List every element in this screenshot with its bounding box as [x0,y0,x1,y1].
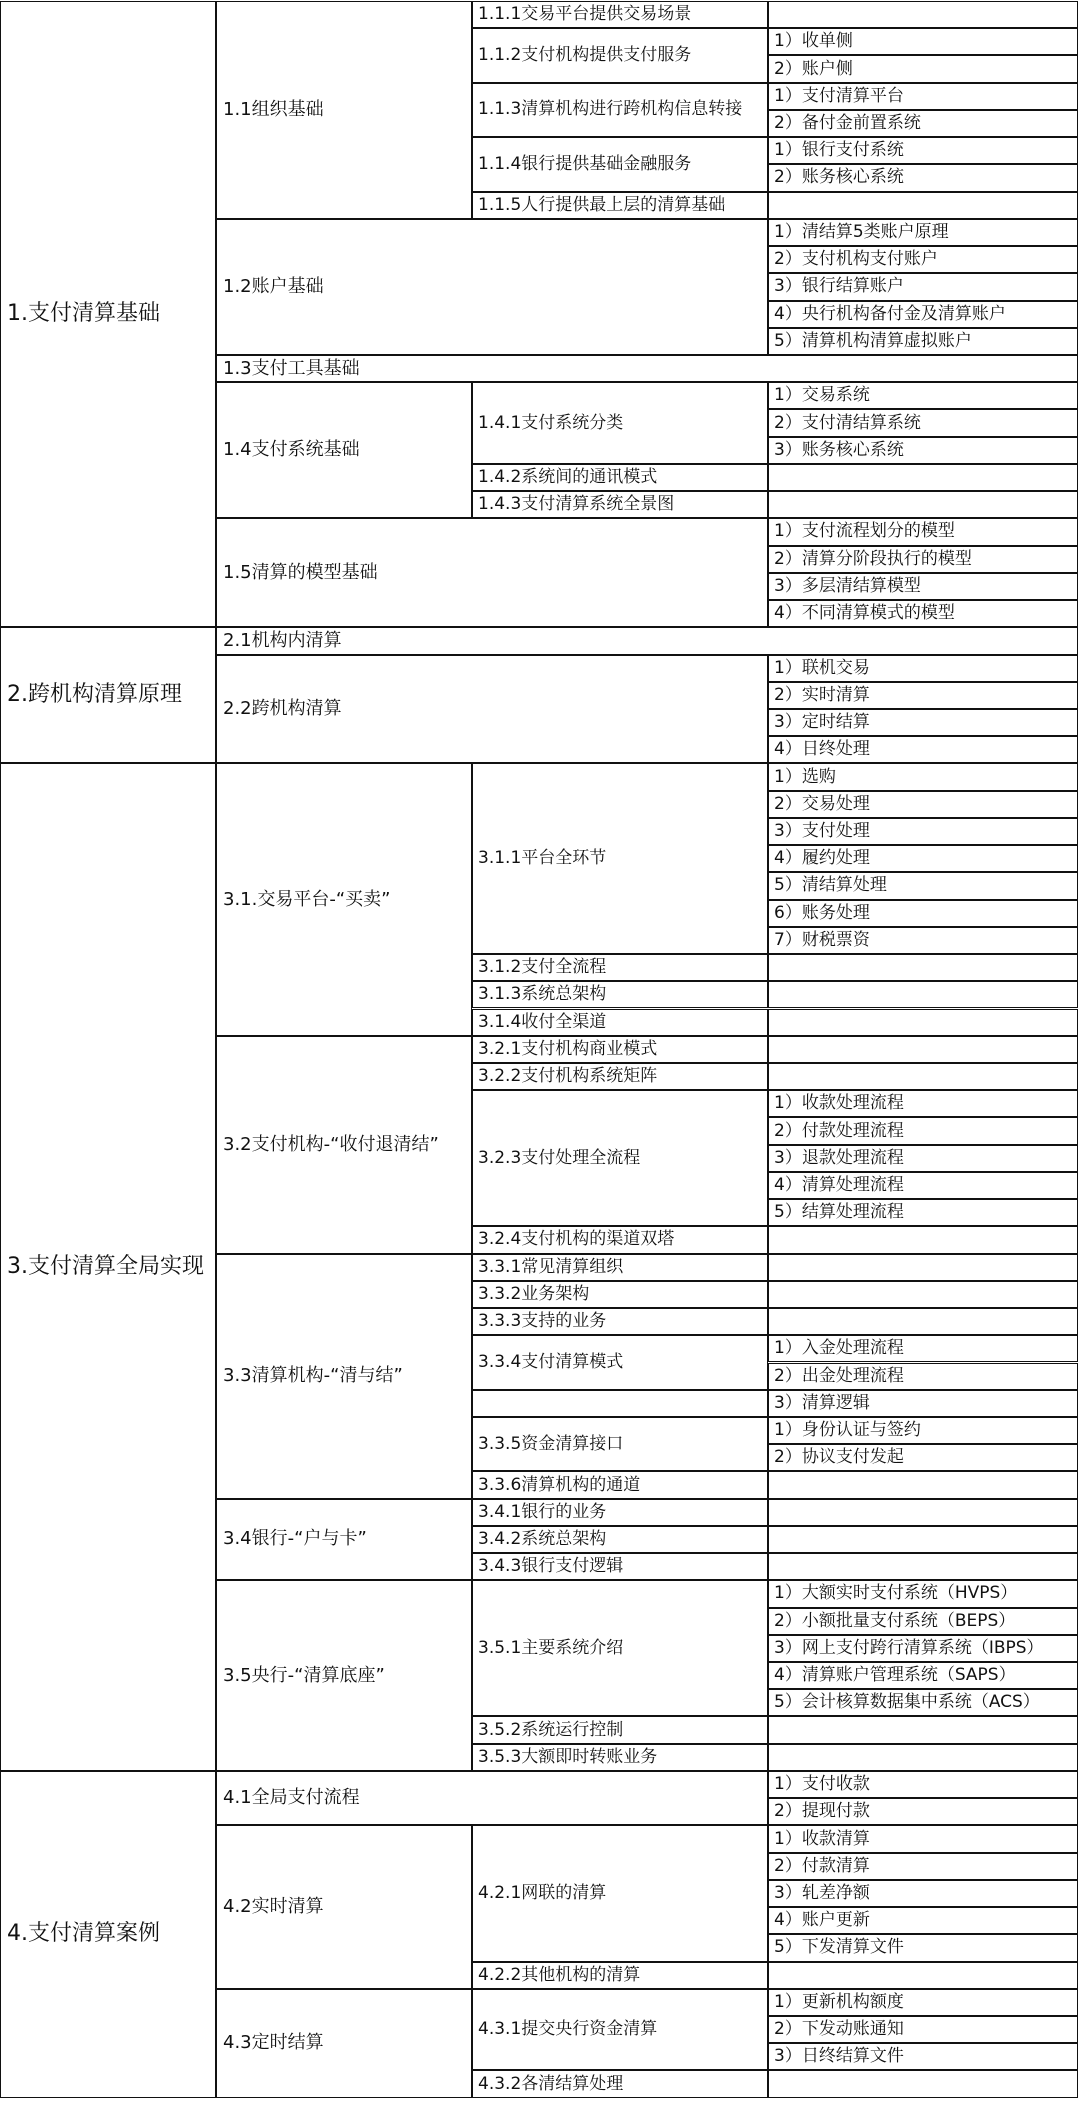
topic-heading: 3.1.3系统总架构 [472,981,768,1008]
outline-item: 3）多层清结算模型 [768,573,1078,600]
outline-item: 1）收单侧 [768,28,1078,55]
outline-item: 5）下发清算文件 [768,1934,1078,1961]
empty-cell [768,1308,1078,1335]
outline-item: 2）实时清算 [768,682,1078,709]
topic-heading: 3.3.1常见清算组织 [472,1254,768,1281]
section-heading: 2.跨机构清算原理 [0,627,216,763]
empty-cell [768,1744,1078,1771]
empty-cell [768,1553,1078,1580]
topic-heading: 3.5.1主要系统介绍 [472,1580,768,1716]
outline-item: 2）支付清结算系统 [768,409,1078,436]
outline-item: 2）付款清算 [768,1853,1078,1880]
outline-item: 2）下发动账通知 [768,2016,1078,2043]
topic-heading: 3.2.3支付处理全流程 [472,1090,768,1226]
empty-cell [768,192,1078,219]
empty-cell [768,1716,1078,1743]
outline-item: 3）日终结算文件 [768,2043,1078,2070]
outline-item: 3）支付处理 [768,818,1078,845]
outline-item: 2）备付金前置系统 [768,110,1078,137]
subsection-heading: 2.1机构内清算 [216,627,1078,654]
topic-heading: 3.1.4收付全渠道 [472,1009,768,1036]
outline-item: 1）大额实时支付系统（HVPS） [768,1580,1078,1607]
topic-heading: 1.1.4银行提供基础金融服务 [472,137,768,191]
subsection-heading: 3.5央行-“清算底座” [216,1580,472,1771]
section-heading: 3.支付清算全局实现 [0,763,216,1771]
subsection-heading: 1.2账户基础 [216,219,768,355]
topic-heading: 3.1.2支付全流程 [472,954,768,981]
outline-item: 2）账户侧 [768,55,1078,82]
subsection-heading: 4.2实时清算 [216,1825,472,1988]
outline-item: 1）收款处理流程 [768,1090,1078,1117]
topic-heading: 3.3.5资金清算接口 [472,1417,768,1471]
outline-item: 2）协议支付发起 [768,1444,1078,1471]
subsection-heading: 1.3支付工具基础 [216,355,1078,382]
outline-item: 1）银行支付系统 [768,137,1078,164]
topic-heading: 3.1.1平台全环节 [472,763,768,954]
outline-item: 2）账务核心系统 [768,164,1078,191]
topic-heading: 3.5.3大额即时转账业务 [472,1744,768,1771]
topic-heading: 3.2.2支付机构系统矩阵 [472,1063,768,1090]
empty-cell [768,1063,1078,1090]
empty-cell [768,1499,1078,1526]
subsection-heading: 3.4银行-“户与卡” [216,1499,472,1581]
topic-heading: 1.4.2系统间的通讯模式 [472,464,768,491]
topic-heading: 1.4.1支付系统分类 [472,382,768,464]
section-heading: 4.支付清算案例 [0,1771,216,2098]
outline-item: 1）支付收款 [768,1771,1078,1798]
empty-cell [768,1009,1078,1036]
outline-item: 1）收款清算 [768,1825,1078,1852]
empty-cell [768,1962,1078,1989]
topic-heading: 1.4.3支付清算系统全景图 [472,491,768,518]
topic-heading: 3.5.2系统运行控制 [472,1716,768,1743]
outline-item: 5）清结算处理 [768,872,1078,899]
empty-cell [768,954,1078,981]
outline-item: 4）履约处理 [768,845,1078,872]
topic-heading: 3.4.1银行的业务 [472,1499,768,1526]
topic-heading: 3.4.2系统总架构 [472,1526,768,1553]
outline-item: 1）支付流程划分的模型 [768,518,1078,545]
outline-item: 4）不同清算模式的模型 [768,600,1078,627]
outline-item: 5）清算机构清算虚拟账户 [768,328,1078,355]
outline-item: 4）账户更新 [768,1907,1078,1934]
outline-item: 2）出金处理流程 [768,1363,1078,1390]
topic-heading: 3.2.4支付机构的渠道双塔 [472,1226,768,1253]
outline-item: 3）账务核心系统 [768,437,1078,464]
empty-cell [768,1526,1078,1553]
subsection-heading: 4.1全局支付流程 [216,1771,768,1825]
section-heading: 1.支付清算基础 [0,1,216,627]
outline-item: 1）更新机构额度 [768,1989,1078,2016]
subsection-heading: 3.2支付机构-“收付退清结” [216,1036,472,1254]
outline-item: 4）央行机构备付金及清算账户 [768,301,1078,328]
topic-heading: 3.3.3支持的业务 [472,1308,768,1335]
subsection-heading: 1.4支付系统基础 [216,382,472,518]
empty-cell [768,1471,1078,1498]
topic-heading: 1.1.3清算机构进行跨机构信息转接 [472,83,768,137]
subsection-heading: 2.2跨机构清算 [216,655,768,764]
outline-item: 3）退款处理流程 [768,1145,1078,1172]
outline-item: 5）会计核算数据集中系统（ACS） [768,1689,1078,1716]
outline-item: 3）银行结算账户 [768,273,1078,300]
topic-heading: 1.1.1交易平台提供交易场景 [472,1,768,28]
topic-heading: 3.2.1支付机构商业模式 [472,1036,768,1063]
empty-cell [768,1226,1078,1253]
outline-item: 3）网上支付跨行清算系统（IBPS） [768,1635,1078,1662]
outline-item: 2）提现付款 [768,1798,1078,1825]
empty-cell [768,1254,1078,1281]
topic-heading [472,1390,768,1417]
topic-heading: 3.4.3银行支付逻辑 [472,1553,768,1580]
topic-heading: 1.1.5人行提供最上层的清算基础 [472,192,768,219]
topic-heading: 1.1.2支付机构提供支付服务 [472,28,768,82]
outline-item: 4）清算账户管理系统（SAPS） [768,1662,1078,1689]
outline-item: 4）清算处理流程 [768,1172,1078,1199]
outline-item: 1）入金处理流程 [768,1335,1078,1362]
subsection-heading: 3.3清算机构-“清与结” [216,1254,472,1499]
topic-heading: 4.2.2其他机构的清算 [472,1962,768,1989]
outline-item: 1）清结算5类账户原理 [768,219,1078,246]
subsection-heading: 4.3定时结算 [216,1989,472,2098]
subsection-heading: 3.1.交易平台-“买卖” [216,763,472,1035]
outline-item: 2）清算分阶段执行的模型 [768,546,1078,573]
outline-item: 6）账务处理 [768,900,1078,927]
outline-item: 2）交易处理 [768,791,1078,818]
outline-item: 3）清算逻辑 [768,1390,1078,1417]
outline-item: 2）付款处理流程 [768,1117,1078,1144]
outline-item: 3）轧差净额 [768,1880,1078,1907]
empty-cell [768,491,1078,518]
topic-heading: 4.3.2各清结算处理 [472,2070,768,2097]
topic-heading: 3.3.6清算机构的通道 [472,1471,768,1498]
outline-item: 3）定时结算 [768,709,1078,736]
empty-cell [768,2070,1078,2097]
topic-heading: 4.3.1提交央行资金清算 [472,1989,768,2071]
subsection-heading: 1.1组织基础 [216,1,472,219]
topic-heading: 4.2.1网联的清算 [472,1825,768,1961]
outline-item: 2）支付机构支付账户 [768,246,1078,273]
outline-item: 1）身份认证与签约 [768,1417,1078,1444]
empty-cell [768,1,1078,28]
outline-item: 1）联机交易 [768,655,1078,682]
subsection-heading: 1.5清算的模型基础 [216,518,768,627]
empty-cell [768,464,1078,491]
empty-cell [768,1281,1078,1308]
topic-heading: 3.3.2业务架构 [472,1281,768,1308]
outline-item: 5）结算处理流程 [768,1199,1078,1226]
outline-item: 7）财税票资 [768,927,1078,954]
outline-item: 4）日终处理 [768,736,1078,763]
empty-cell [768,981,1078,1008]
outline-item: 1）选购 [768,763,1078,790]
outline-item: 1）支付清算平台 [768,83,1078,110]
topic-heading: 3.3.4支付清算模式 [472,1335,768,1389]
outline-item: 1）交易系统 [768,382,1078,409]
outline-item: 2）小额批量支付系统（BEPS） [768,1608,1078,1635]
empty-cell [768,1036,1078,1063]
